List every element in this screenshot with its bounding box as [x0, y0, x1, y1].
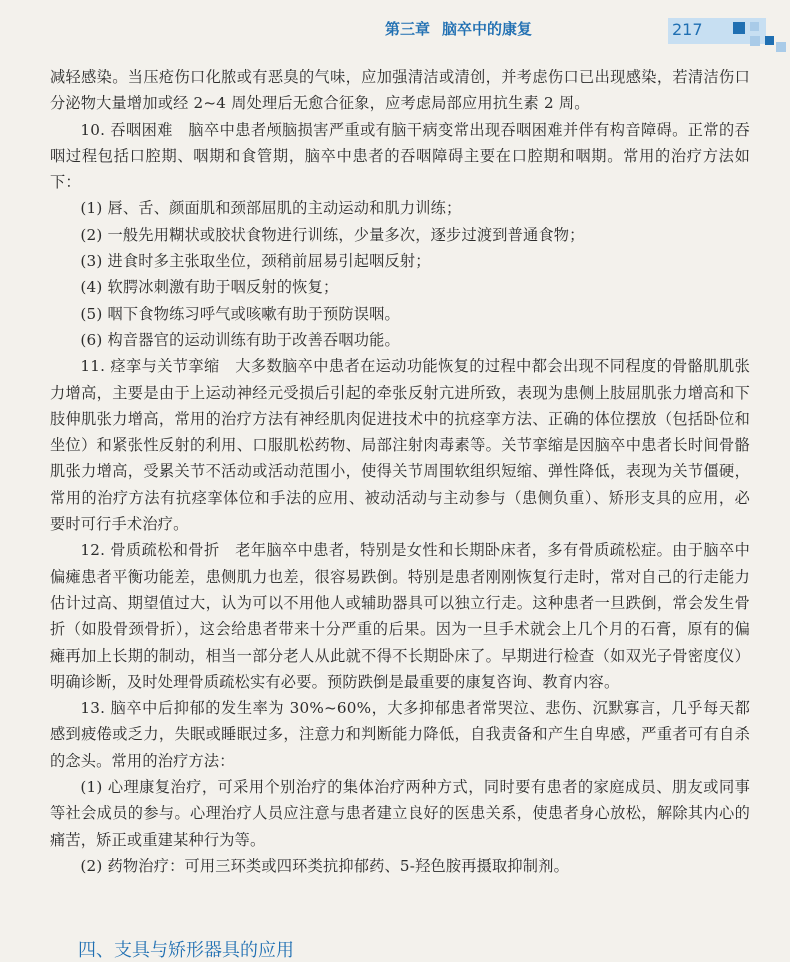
- decor-square: [765, 36, 774, 45]
- decor-square: [776, 42, 786, 52]
- paragraph-osteoporosis: 12. 骨质疏松和骨折 老年脑卒中患者，特别是女性和长期卧床者，多有骨质疏松症。由于脑卒中偏瘫患者平衡功能差，患侧肌力也差，很容易跌倒。特别是患者刚刚恢复行走时，常对自己的行走能力估计过高、期望值过大，认为可以不用他人或辅助器具可以独立行走。这种患者一旦跌倒，常会发生骨折（如股骨颈骨折），这会给患者带来十分严重的后果。因为一旦手术就会上几个月的石膏，原有的偏瘫再加上长期的制动，相当一部分老人从此就不得不长期卧床了。早期进行检查（如双光子骨密度仪）明确诊断，及时处理骨质疏松实有必要。预防跌倒是最重要的康复咨询、教育内容。: [50, 541, 750, 691]
- chapter-label: 第三章: [384, 20, 430, 38]
- list-item: (2) 药物治疗：可用三环类或四环类抗抑郁药、5-羟色胺再摄取抑制剂。: [80, 856, 569, 875]
- list-item: (4) 软腭冰刺激有助于咽反射的恢复；: [80, 278, 339, 297]
- list-item: (6) 构音器官的运动训练有助于改善吞咽功能。: [80, 330, 400, 349]
- list-item: (2) 一般先用糊状或胶状食物进行训练，少量多次，逐步过渡到普通食物；: [80, 225, 585, 244]
- decor-square: [750, 36, 760, 46]
- running-header: [385, 18, 532, 39]
- decor-square: [750, 22, 759, 31]
- paragraph-spasticity: 11. 痉挛与关节挛缩 大多数脑卒中患者在运动功能恢复的过程中都会出现不同程度的骨骼肌肌张力增高，主要是由于上运动神经元受损后引起的牵张反射亢进所致，表现为患侧上肢屈肌张力增高和下肢伸肌张力增高，常用的治疗方法有神经肌肉促进技术中的抗痉挛方法、正确的体位摆放（包括卧位和坐位）和紧张性反射的利用、口服肌松药物、局部注射肉毒素等。关节挛缩是因脑卒中患者长时间骨骼肌张力增高，受累关节不活动或活动范围小，使得关节周围软组织短缩、弹性降低，表现为关节僵硬，常用的治疗方法有抗痉挛体位和手法的应用、被动活动与主动参与（患侧负重）、矫形支具的应用，必要时可行手术治疗。: [50, 357, 750, 534]
- body-text: [50, 64, 750, 879]
- section-heading: 四、支具与矫形器具的应用: [78, 940, 294, 961]
- list-item: (1) 心理康复治疗，可采用个别治疗的集体治疗两种方式，同时要有患者的家庭成员、朋友或同事等社会成员的参与。心理治疗人员应注意与患者建立良好的医患关系，使患者身心放松，解除其内心的痛苦，矫正或重建某种行为等。: [50, 778, 750, 849]
- list-item: (3) 进食时多主张取坐位，颈稍前屈易引起咽反射；: [80, 252, 431, 271]
- decor-square: [733, 22, 745, 34]
- chapter-title: 脑卒中的康复: [441, 20, 532, 38]
- paragraph: 减轻感染。当压疮伤口化脓或有恶臭的气味，应加强清洁或清创，并考虑伤口已出现感染，若清洁伤口分泌物大量增加或经 2~4 周处理后无愈合征象，应考虑局部应用抗生素 2 周。: [50, 68, 750, 113]
- page-header: [0, 0, 790, 50]
- paragraph-depression: 13. 脑卒中后抑郁的发生率为 30%~60%，大多抑郁患者常哭泣、悲伤、沉默寡言，几乎每天都感到疲倦或乏力，失眠或睡眠过多，注意力和判断能力降低，自我责备和产生自卑感，严重者可有自杀的念头。常用的治疗方法：: [50, 699, 750, 770]
- list-item: (1) 唇、舌、颜面肌和颈部屈肌的主动运动和肌力训练；: [80, 199, 462, 218]
- paragraph-dysphagia: 10. 吞咽困难 脑卒中患者颅脑损害严重或有脑干病变常出现吞咽困难并伴有构音障碍。正常的吞咽过程包括口腔期、咽期和食管期，脑卒中患者的吞咽障碍主要在口腔期和咽期。常用的治疗方法如下：: [50, 120, 750, 192]
- list-item: (5) 咽下食物练习呼气或咳嗽有助于预防误咽。: [80, 304, 400, 323]
- page-number: 217: [672, 20, 703, 39]
